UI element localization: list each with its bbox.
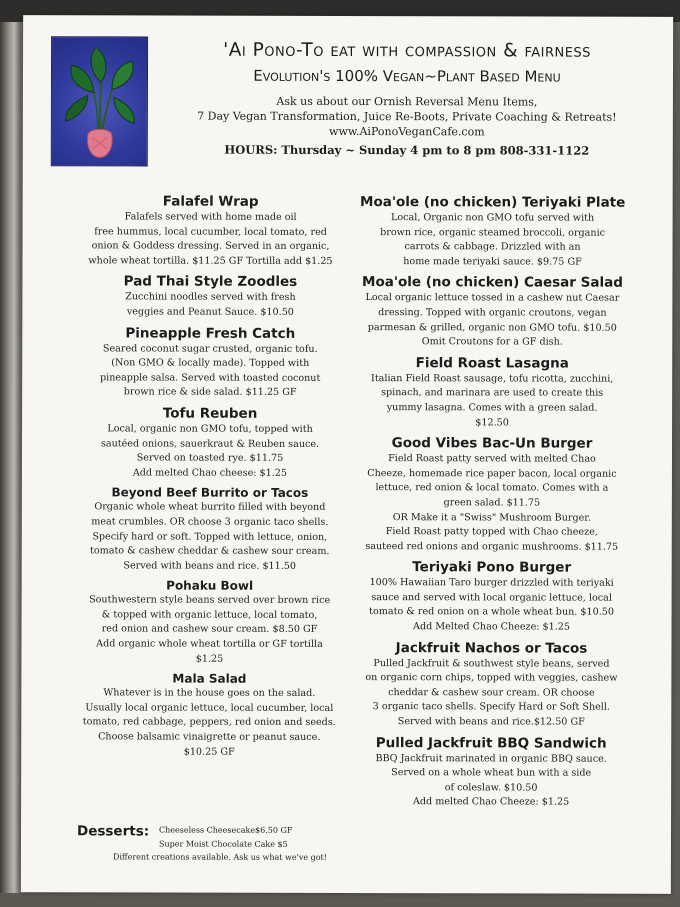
desc-line: sautéed onions, sauerkraut & Reuben sauce. (100, 437, 320, 450)
item-description (351, 657, 631, 731)
desc-line: Omit Croutons for a GF dish. (421, 336, 563, 348)
item-description (59, 594, 359, 668)
desc-line: (Non GMO & locally made). Topped with (111, 357, 310, 370)
menu-item-jackfruit-nachos (351, 640, 631, 731)
desc-line: OR Make it a "Swiss" Mushroom Burger. (392, 511, 591, 524)
desc-line: brown rice, organic steamed broccoli, organic (380, 226, 606, 239)
desc-line: Falafels served with home made oil (124, 211, 297, 223)
desc-line: Field Roast patty served with melted Chao (388, 453, 596, 465)
desc-line: Pulled Jackfruit & southwest style beans, served (373, 657, 610, 670)
desc-line: on organic corn chips, topped with veggies, cashew (365, 672, 618, 684)
desc-line: Add organic whole wheat tortilla or GF tortilla (96, 638, 323, 650)
item-description (60, 210, 360, 269)
desc-line: Served on toasted rye. $11.75 (136, 452, 284, 464)
desc-line: tomato & red onion on a whole wheat bun. $10.50 (369, 606, 614, 619)
desc-line: Local organic lettuce tossed in a cashew nut Caesar (365, 292, 620, 305)
item-description (352, 452, 632, 555)
item-name: Pad Thai Style Zoodles (123, 273, 298, 291)
menu-page (21, 15, 673, 894)
desc-line: Add Melted Chao Cheeze: $1.25 (413, 621, 571, 633)
menu-item-bac-un-burger (352, 435, 632, 555)
desc-line: free hummus, local cucumber, local tomato, red (94, 225, 327, 238)
header-line-ornish: Ask us about our Ornish Reversal Menu Items, (276, 94, 538, 109)
item-description (60, 501, 360, 575)
desc-line: Add melted Chao cheese: $1.25 (132, 467, 288, 479)
item-name: Jackfruit Nachos or Tacos (395, 639, 588, 657)
menu-subtitle: Evolution's 100% Vegan~Plant Based Menu (253, 66, 561, 86)
desc-line: Local, organic non GMO tofu, topped with (107, 423, 313, 435)
desc-line: & topped with organic lettuce, local tomato, (101, 609, 318, 621)
menu-item-teriyaki-pono-burger (352, 559, 632, 635)
desserts-note: Different creations available. Ask us what we've got! (112, 852, 328, 862)
item-description (60, 342, 360, 401)
desc-line: Add melted Chao Cheeze: $1.25 (412, 796, 570, 808)
item-description (352, 211, 632, 270)
desc-line: cheddar & cashew sour cream. OR choose (388, 686, 595, 699)
menu-column-left (59, 193, 360, 765)
desc-line: Cheeze, homemade rice paper bacon, local organic (367, 467, 617, 480)
item-name: Moa'ole (no chicken) Caesar Salad (361, 274, 623, 292)
desc-line: green salad. $11.75 (443, 497, 541, 509)
desc-line: Zucchini noodles served with fresh (125, 291, 296, 304)
menu-item-mala-salad (59, 671, 359, 760)
desc-line: yummy lasagna. Comes with a green salad. (386, 402, 598, 414)
dessert-chocolate-cake: Super Moist Chocolate Cake $5 (158, 839, 288, 849)
menu-title: 'Ai Pono-To eat with compassion & fairness (223, 39, 591, 62)
menu-column-right (351, 194, 633, 816)
dessert-cheesecake: Cheeseless Cheesecake$6.50 GF (159, 825, 293, 835)
item-name: Field Roast Lasagna (415, 354, 569, 372)
desc-line: veggies and Peanut Sauce. $10.50 (126, 306, 294, 318)
desc-line: $10.25 GF (183, 746, 235, 758)
menu-item-field-roast-lasagna (352, 355, 632, 431)
frame-bottom-edge (0, 893, 680, 907)
desc-line: tomato, red cabbage, peppers, red onion and seeds. (82, 716, 336, 729)
desc-line: 100% Hawaiian Taro burger drizzled with teriyaki (369, 577, 614, 589)
desc-line: Served with beans and rice. $11.50 (123, 560, 297, 572)
desc-line: Specify hard or soft. Topped with lettuce, onion, (92, 530, 328, 543)
desc-line: Served on a whole wheat bun with a side (391, 767, 592, 779)
item-name: Good Vibes Bac-Un Burger (391, 435, 593, 452)
desc-line: meat crumbles. OR choose 3 organic taco shells. (91, 516, 329, 528)
desc-line: onion & Goddess dressing. Served in an organic, (91, 240, 330, 253)
desc-line: Seared coconut sugar crusted, organic tofu. (102, 342, 318, 355)
desc-line: carrots & cabbage. Drizzled with an (404, 241, 581, 253)
menu-item-teriyaki-plate (352, 194, 632, 270)
desc-line: tomato & cashew cheddar & cashew sour cream. (89, 545, 330, 558)
desc-line: Usually local organic lettuce, local cucumber, local (85, 702, 334, 714)
menu-item-falafel-wrap (60, 193, 360, 269)
desc-line: Italian Field Roast sausage, tofu ricotta, zucchini, (371, 372, 614, 385)
desc-line: whole wheat tortilla. $11.25 GF Tortilla add $1.25 (88, 255, 333, 267)
desc-line: Served with beans and rice.$12.50 GF (397, 716, 585, 728)
menu-item-pad-thai-zoodles (60, 274, 360, 321)
desc-line: Whatever is in the house goes on the salad. (103, 687, 316, 700)
menu-item-beyond-beef-burrito (60, 486, 360, 575)
item-description (352, 576, 632, 635)
menu-item-pohaku-bowl (59, 579, 359, 668)
item-name: Beyond Beef Burrito or Tacos (111, 485, 309, 501)
desc-line: Southwestern style beans served over brown rice (89, 594, 331, 607)
item-name: Falafel Wrap (162, 193, 259, 210)
menu-item-jackfruit-bbq-sandwich (351, 735, 631, 811)
desserts-section (76, 823, 367, 862)
desc-line: $1.25 (195, 653, 224, 665)
logo-taro-plant-image (51, 36, 148, 166)
menu-item-pineapple-fresh-catch (60, 325, 360, 401)
taro-plant-icon (52, 37, 147, 165)
menu-header (151, 39, 663, 157)
item-name: Teriyaki Pono Burger (412, 559, 572, 576)
desc-line: Choose balsamic vinaigrette or peanut sauce. (98, 731, 321, 743)
desc-line: lettuce, red onion & local tomato. Comes with a (375, 482, 609, 494)
item-name: Mala Salad (172, 671, 247, 686)
menu-item-caesar-salad (352, 274, 632, 350)
header-line-services: 7 Day Vegan Transformation, Juice Re-Boots, Private Coaching & Retreats! (197, 109, 617, 124)
desc-line: dressing. Topped with organic croutons, vegan (378, 307, 607, 319)
desc-line: Organic whole wheat burrito filled with beyond (94, 501, 326, 514)
hours-and-phone: HOURS: Thursday ~ Sunday 4 pm to 8 pm 808-331-1122 (224, 142, 590, 158)
item-description (60, 291, 360, 321)
desc-line: $12.50 (475, 416, 509, 428)
item-name: Pohaku Bowl (166, 578, 254, 594)
desc-line: sauce and served with local organic lettuce, local (371, 591, 612, 604)
desc-line: sauteed red onions and organic mushrooms. $11.75 (365, 540, 619, 553)
menu-item-tofu-reuben (60, 405, 360, 481)
item-description (352, 372, 632, 431)
desc-line: 3 organic taco shells. Specify Hard or Soft Shell. (372, 701, 611, 714)
item-name: Moa'ole (no chicken) Teriyaki Plate (359, 194, 626, 211)
item-name: Pulled Jackfruit BBQ Sandwich (375, 734, 607, 752)
item-description (59, 686, 359, 760)
header-line-website: www.AiPonoVeganCafe.com (329, 124, 485, 139)
item-name: Tofu Reuben (162, 405, 258, 422)
desc-line: red onion and cashew sour cream. $8.50 GF (101, 623, 318, 636)
desc-line: Local, Organic non GMO tofu served with (391, 212, 595, 224)
desserts-label: Desserts: (76, 823, 150, 840)
item-description (352, 291, 632, 350)
desc-line: of coleslaw. $10.50 (444, 782, 538, 794)
item-description (60, 422, 360, 481)
desc-line: BBQ Jackfruit marinated in organic BBQ sauce. (375, 752, 607, 765)
desc-line: spinach, and marinara are used to create this (381, 387, 604, 400)
item-name: Pineapple Fresh Catch (125, 324, 296, 342)
desc-line: parmesan & grilled, organic non GMO tofu. $10.50 (367, 321, 617, 334)
desc-line: pineapple salsa. Served with toasted coconut (100, 372, 321, 384)
desc-line: brown rice & side salad. $11.25 GF (123, 386, 297, 399)
item-description (351, 752, 631, 811)
desc-line: home made teriyaki sauce. $9.75 GF (403, 255, 582, 268)
desc-line: Field Roast patty topped with Chao cheeze, (385, 526, 598, 538)
